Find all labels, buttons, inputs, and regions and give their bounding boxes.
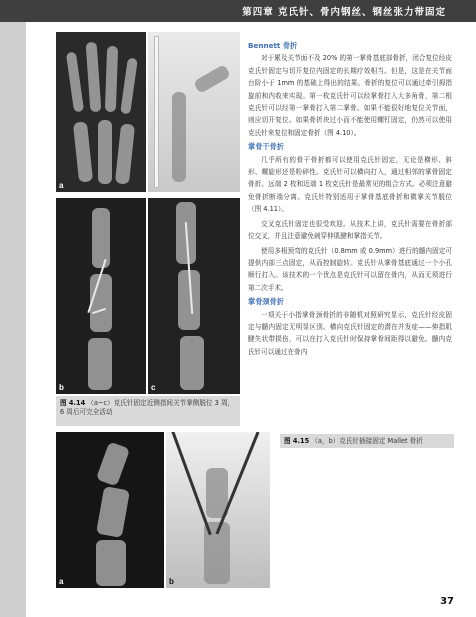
paragraph: 几乎所有的骨干骨折都可以使用克氏针固定，无论是横形、斜形、螺旋形还是粉碎性。克氏针可以横向打入，通过相邻的掌骨固定骨折。远端 2 枚和近端 1 枚克氏针是最常见的组合方式。必须注意避免骨折断端分离。克氏针特别适用于掌骨基底骨折和微掌关节脱位（图 4.11）。 — [248, 155, 452, 214]
figure-4-14-caption — [56, 396, 240, 426]
body-text-column — [248, 40, 452, 360]
paragraph: 使用多根预弯的克氏针（0.8mm 或 0.9mm）进行的髓内固定可提供内部三点固定，从而控制旋转。克氏针从掌骨基底通过一个小孔顺行打入。该技术的一个优点是克氏针可以留在骨内，从而无须进行第二次手术。 — [248, 246, 452, 292]
caption-number: 图 4.14 — [60, 399, 86, 407]
caption-text: （a~c）克氏针固定近侧指间关节掌侧脱位 3 周，6 周后可完全活动 — [60, 399, 235, 416]
section-heading-bennett: Bennett 骨折 — [248, 41, 298, 50]
figure-label: b — [169, 577, 174, 586]
figure-4-15b-xray — [166, 432, 270, 588]
paragraph: 交叉克氏针固定也很受欢迎。从技术上讲，克氏针需要在骨折部位交叉，并且注意避免刺穿伸肌腱和掌指关节。 — [248, 219, 452, 241]
section-heading-metacarpal-shaft: 掌骨干骨折 — [248, 142, 284, 152]
paragraph: 对于累及关节面不及 20% 的第一掌骨基底部骨折，闭合复位经皮克氏针固定与切开复位内固定的长期疗效相当。但是，这是在关节面台阶小于 1mm 的基础上得出的结果。骨折的复位可以通过牵引拇指旋前和内收来实现。第一枚克氏针可以经掌骨打入大多角骨，第二根克氏针可以经第一掌骨打入第二掌骨。如果不能很好地复位关节面，则应切开复位。如果骨折块过小而不能使用螺钉固定，仍然可以使用克氏针来复位和固定骨折（图 4.10）。 — [248, 54, 452, 137]
figure-label: c — [151, 383, 156, 392]
caption-number: 图 4.15 — [284, 437, 310, 445]
page-number: 37 — [440, 596, 454, 607]
caption-text: （a，b）克氏针插接固定 Mallet 骨折 — [311, 437, 423, 445]
figure-label: a — [59, 181, 64, 190]
figure-4-15-caption — [280, 434, 454, 448]
figure-4-15a-xray — [56, 432, 164, 588]
figure-4-14c-xray — [148, 198, 240, 394]
header-corner — [0, 0, 26, 22]
figure-label: a — [59, 577, 64, 586]
figure-4-14a-xray — [56, 32, 146, 192]
paragraph: 一项关于小指掌骨颈骨折的非随机对照研究显示，克氏针经皮固定与髓内固定无明显区别。横向克氏针固定的潜在并发症——伸指肌腱失状带损伤，可以在打入克氏针时保持掌骨间距得以避免。髓内克氏针可以通过在骨内 — [248, 310, 452, 356]
margin-strip — [0, 0, 26, 617]
chapter-title: 第四章 克氏针、骨内钢丝、钢丝张力带固定 — [242, 7, 446, 18]
figure-label: b — [59, 383, 64, 392]
section-heading-metacarpal-neck: 掌骨颈骨折 — [248, 297, 284, 307]
figure-4-14-lateral-xray — [148, 32, 240, 192]
figure-4-14b-xray — [56, 198, 146, 394]
